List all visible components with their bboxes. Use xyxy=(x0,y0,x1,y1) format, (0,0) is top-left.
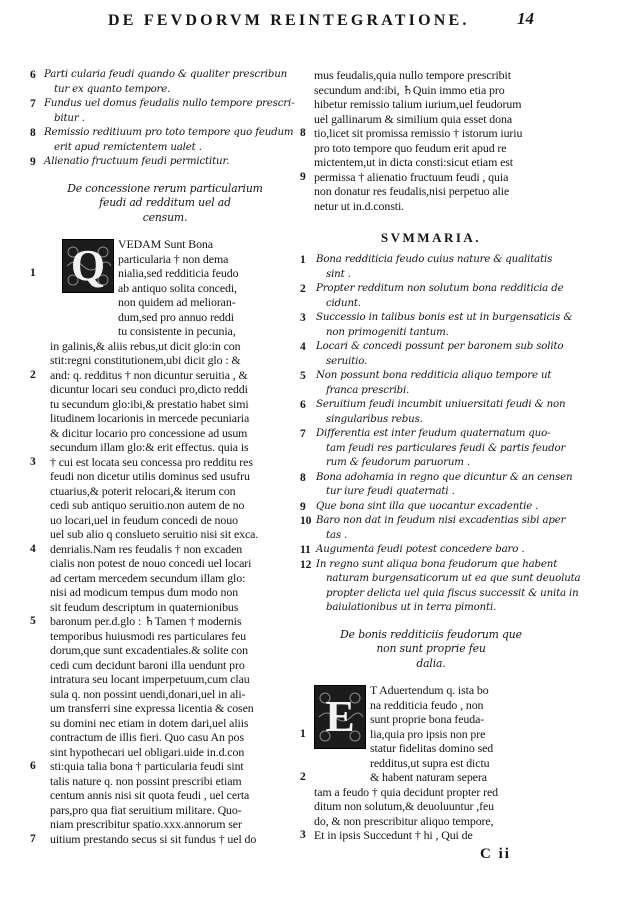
text-line: temporibus huiusmodi res particulares feu xyxy=(50,628,247,643)
text-line: dicuntur locari seu conduci pro,dicto reddi xyxy=(50,382,248,396)
text-line: um transferri sine expressa licentia & cosen xyxy=(50,701,254,715)
list-item: propter delicta uel quia fiscus successit & unita in xyxy=(326,587,579,599)
heading-line: dalia. xyxy=(416,656,446,670)
list-item: singularibus rebus. xyxy=(326,413,423,425)
text-line: 1 lia,quia pro ipsis non pre xyxy=(300,726,486,741)
text-line: redditus,ut supra est dictu xyxy=(370,755,490,770)
right-column xyxy=(300,68,581,843)
text-line: na redditicia feudo , non xyxy=(370,697,484,712)
list-item: cidunt. xyxy=(326,297,361,309)
text-line: niam prescribitur spatio.xxx.annorum ser xyxy=(50,817,242,831)
list-item: rum & feudorum paruorum . xyxy=(326,457,470,468)
text-line: 2 and: q. redditus † non dicuntur seruitia , & xyxy=(30,367,248,382)
list-item: 7 Fundus uel domus feudalis nullo tempore prescri- xyxy=(30,98,295,110)
heading-line: De bonis redditiciis feudorum que xyxy=(340,627,522,641)
list-item: 5 Non possunt bona redditicia aliquo tempore ut xyxy=(300,370,552,382)
text-line: 9 permissa † alienatio fructuum feudi , quia xyxy=(300,169,509,184)
text-line: 6 sti:quia talia bona † particularia feudi sint xyxy=(30,759,244,773)
text-line: 3 Et in ipsis Succedunt † hi , Qui de xyxy=(300,828,473,842)
page-header xyxy=(0,8,617,38)
text-line: uel gallinarum & similium quia esset dona xyxy=(314,111,513,126)
list-item: 2 Propter redditum non solutum bona redditicia de xyxy=(300,283,564,295)
heading-line: non sunt proprie feu xyxy=(376,642,486,655)
list-item: tas . xyxy=(326,529,348,541)
text-line: intratura seu locant imperpetuum,cum clau xyxy=(50,672,250,686)
text-line: pars,pro qua fiat seruitium militare. Quo- xyxy=(50,802,242,817)
list-item: franca prescribi. xyxy=(326,384,410,396)
text-line: particularia † non dema xyxy=(118,251,229,266)
left-column xyxy=(30,68,300,846)
text-line: nisi ad modicum tempus dum modo non xyxy=(50,585,239,599)
text-line: sunt proprie bona feuda- xyxy=(370,712,485,726)
list-item: 10 Baro non dat in feudum nisi excadentias sibi aper xyxy=(300,515,566,527)
text-line: & dicitur locario pro concessione ad usum xyxy=(50,425,248,440)
text-line: cialis non potest de nouo concedi uel locari xyxy=(50,556,252,570)
text-line: cedi cum decidunt baroni illa uendunt pro xyxy=(50,657,245,672)
text-line: VEDAM Sunt Bona xyxy=(118,237,213,251)
heading-line: censum. xyxy=(142,210,188,224)
text-line: cedi sub antiquo seruitio.non autem de no xyxy=(50,498,245,512)
text-line: tu secundum glo:ibi,& prestatio habet simi xyxy=(50,396,249,411)
text-line: sula q. non possint uendi,donari,uel in ali- xyxy=(50,686,246,701)
heading-line: De concessione rerum particularium xyxy=(67,181,263,195)
list-item: 1 Bona redditicia feudo cuius nature & qualitatis xyxy=(300,254,553,266)
list-item: tam feudi res particulares feudi & partis feudor xyxy=(326,442,566,454)
text-line: 3 † cui est locata seu concessa pro redditu res xyxy=(30,454,253,469)
text-line: talis nature q. non possint prescribi etiam xyxy=(50,773,242,788)
text-line: ad certam mercedem secundum illam glo: xyxy=(50,570,246,585)
text-line: dorum,que sunt excadentiales.& solite con xyxy=(50,643,248,657)
left-summary-list xyxy=(30,68,300,170)
text-line: uo locari,uel in feudum concedi de nouo xyxy=(50,512,238,527)
text-line: pro toto tempore quo feudum erit apud re xyxy=(314,140,507,155)
text-line: su domini nec etiam in dotem dari,uel aliis xyxy=(50,715,249,730)
text-line: contractum de illis fieri. Quo casu An pos xyxy=(50,730,244,744)
list-item: 7 Differentia est inter feudum quaternatum quo- xyxy=(300,428,551,440)
text-line: 7 uitium prestando secus si sit fundus † uel do xyxy=(30,831,257,846)
summaria-title: SVMMARIA. xyxy=(380,230,482,245)
text-line: 8 tio,licet sit promissa remissio † istorum iuriu xyxy=(300,126,523,140)
text-line: feudi non dicetur utilis dominus sed usufru xyxy=(50,469,250,483)
list-item: baiulationibus ut in terra pimonti. xyxy=(326,602,497,613)
text-line: do, & non prescribitur aliquo tempore, xyxy=(314,813,494,828)
list-item: 4 Locari & concedi possunt per baronem sub solito xyxy=(300,341,564,353)
text-line: mictentem,ut in dicta consti:sicut etiam est xyxy=(314,155,514,169)
text-line: tu consistente in pecunia, xyxy=(118,324,236,338)
list-item: 6 Seruitium feudi incumbit uniuersitati feudi & non xyxy=(300,399,566,411)
text-line: mus feudalis,quia nullo tempore prescribit xyxy=(314,68,511,82)
list-item: 12 In regno sunt aliqua bona feudorum que habent xyxy=(300,558,558,571)
page-number: 14 xyxy=(517,9,534,28)
text-line: dum,sed pro annuo reddi xyxy=(118,309,234,324)
list-item: sint . xyxy=(326,268,351,280)
list-item: 9 Que bona sint illa que uocantur excadentie . xyxy=(300,500,539,513)
list-item: 8 Bona adohamia in regno que dicuntur & an censen xyxy=(300,471,573,484)
list-item: tur iure feudi quaternati . xyxy=(326,486,455,497)
list-item: 11 Augumenta feudi potest concedere baro . xyxy=(300,544,525,556)
list-item: tur ex quanto tempore. xyxy=(54,83,171,95)
text-line: 2 & habent naturam sepera xyxy=(300,770,487,784)
list-item: 9 Alienatio fructuum feudi permictitur. xyxy=(30,156,230,168)
text-line: ctuarius,& poterit relocari,& iterum con xyxy=(50,483,236,498)
text-line: non quidem ad melioran- xyxy=(118,295,236,309)
text-line: tam a feudo † quia decidunt propter red xyxy=(314,784,498,799)
signature-mark: C ii xyxy=(480,846,511,862)
text-line: hibetur remissio talium iurium,uel feudorum xyxy=(314,97,522,111)
text-line: ditum non solutum,& deuoluuntur ,feu xyxy=(314,799,495,813)
left-body-text xyxy=(30,237,300,846)
right-body-continued xyxy=(300,68,562,213)
text-line: sit feudum descriptum in quaternionibus xyxy=(50,599,239,614)
text-line: litudinem locarionis in mercede pecuniaria xyxy=(50,411,250,425)
right-body-text xyxy=(300,683,562,843)
list-item: bitur . xyxy=(54,112,85,124)
text-line: centum annis nisi sit quota feudi , uel certa xyxy=(50,788,250,802)
list-item: 6 Parti cularia feudi quando & qualiter prescribun xyxy=(30,69,288,81)
text-line: ab antiquo solita concedi, xyxy=(118,280,237,295)
summaria-list xyxy=(300,253,581,616)
text-line: netur ut in.d.consti. xyxy=(314,198,405,213)
text-line: 1 nialia,sed redditicia feudo xyxy=(30,266,239,280)
initial-letter: Q xyxy=(70,241,106,290)
text-line: in galinis,& aliis rebus,ut dicit glo:in con xyxy=(50,338,241,353)
heading-line: feudi ad redditum uel ad xyxy=(99,196,231,209)
text-line: non donatur res feudalis,nisi perpetuo alie xyxy=(314,184,510,198)
list-item: 3 Successio in talibus bonis est ut in burgensaticis & xyxy=(300,312,573,324)
list-item: non primogeniti tantum. xyxy=(326,326,449,338)
section-heading-right xyxy=(300,628,562,672)
text-line: stit:regni constitutionem,ubi dicit glo : & xyxy=(50,353,241,367)
text-line: uel sub alio q conslueto seruitio nisi sit exca. xyxy=(50,527,259,541)
text-line: 4 denrialis.Nam res feudalis † non excaden xyxy=(30,541,243,556)
running-title: DE FEVDORVM REINTEGRATIONE. xyxy=(108,12,470,29)
list-item: erit apud remictentem ualet . xyxy=(54,141,202,153)
section-heading-left xyxy=(30,182,300,226)
text-line: statur fidelitas domino sed xyxy=(370,741,494,755)
text-line: secundum and:ibi, ♄Quin immo etia pro xyxy=(314,82,505,97)
list-item: naturam burgensaticorum ut ea que sunt deuoluta xyxy=(326,573,581,584)
initial-letter: E xyxy=(325,692,355,741)
text-line: secundum illam glo:& erit effectus. quia is xyxy=(50,440,249,454)
text-line: sint hypothecari uel obligari.uide in.d.con xyxy=(50,744,245,759)
list-item: 8 Remissio reditiuum pro toto tempore quo feudum xyxy=(30,127,294,139)
text-line: 5 baronum per.d.glo : ♄Tamen † modernis xyxy=(30,614,242,628)
list-item: seruitio. xyxy=(326,355,368,367)
text-line: T Aduertendum q. ista bo xyxy=(370,683,489,697)
